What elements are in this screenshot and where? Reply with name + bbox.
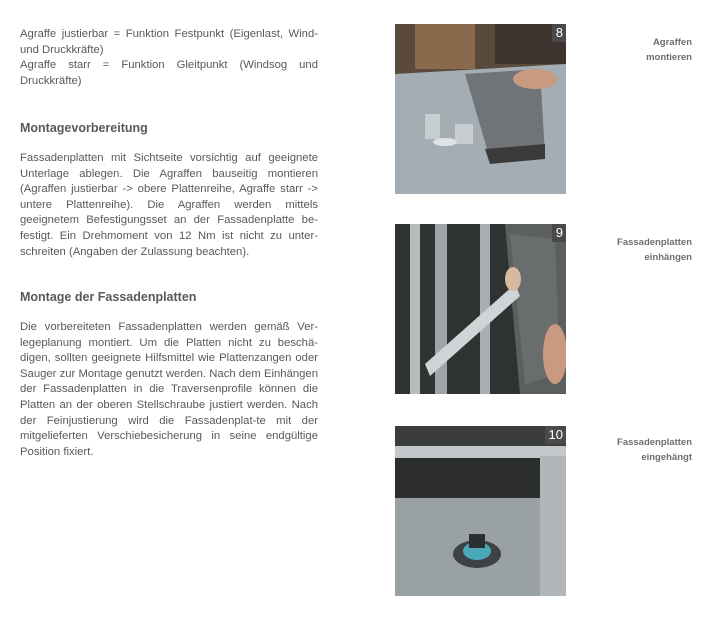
photo-fassadenplatten-eingehaengt — [395, 426, 566, 596]
section-heading-mounting: Montage der Fassadenplatten — [20, 290, 197, 304]
text-column — [20, 27, 318, 458]
section-text-preparation: Fassadenplatten mit Sichtseite vorsichtig auf geeignete Unterlage ablegen. Die Agraffen bauseitig montieren (Agraffen justierbar -> obere Plattenreihe, Agraffe starr -> untere Plattenreihe). Die Agraffen werden mittels geeignetem Befestigungsset an der Fassadenplatte be-festigt. Ein Drehmoment von 12 Nm ist nicht zu unter-schreiten (Angaben der Zulassung beachten). — [20, 152, 318, 258]
section-text-mounting: Die vorbereiteten Fassadenplatten werden gemäß Ver-legeplanung montiert. Um die Platten nicht zu beschä-digen, sollten geeignete Hilfsmittel wie Plattenzangen oder Sauger zur Montage genutzt werden. Nach dem Einhängen der Fassadenplatten in die Traversenprofile können die Platten an der oberen Stellschraube justiert werden. Nach der Feinjustierung wird die Fassadenplat-te mit der mitgelieferten Verschiebesicherung in seine endgültige Position fixiert. — [20, 321, 318, 458]
caption-line: eingehängt — [641, 451, 692, 463]
intro-block — [20, 27, 318, 89]
caption-line: einhängen — [644, 251, 692, 263]
figure-number: 9 — [552, 224, 566, 242]
caption-line: Agraffen — [652, 37, 692, 48]
caption-figure-8 — [582, 36, 692, 65]
photo-fassadenplatten-einhaengen — [395, 224, 566, 394]
section-heading-preparation: Montagevorbereitung — [20, 121, 148, 135]
caption-line: Fassadenplatten — [617, 437, 692, 448]
figure-number: 10 — [545, 426, 566, 444]
intro-line-1: Agraffe justierbar = Funktion Festpunkt (Eigenlast, Wind- und Druckkräfte) — [20, 28, 318, 56]
intro-line-2: Agraffe starr = Funktion Gleitpunkt (Windsog und Druckkräfte) — [20, 59, 318, 87]
figure-number: 8 — [552, 24, 566, 42]
caption-line: Fassadenplatten — [617, 237, 692, 248]
photo-agraffen-montieren — [395, 24, 566, 194]
caption-figure-10 — [582, 436, 692, 465]
caption-figure-9 — [582, 236, 692, 265]
caption-line: montieren — [646, 51, 692, 63]
